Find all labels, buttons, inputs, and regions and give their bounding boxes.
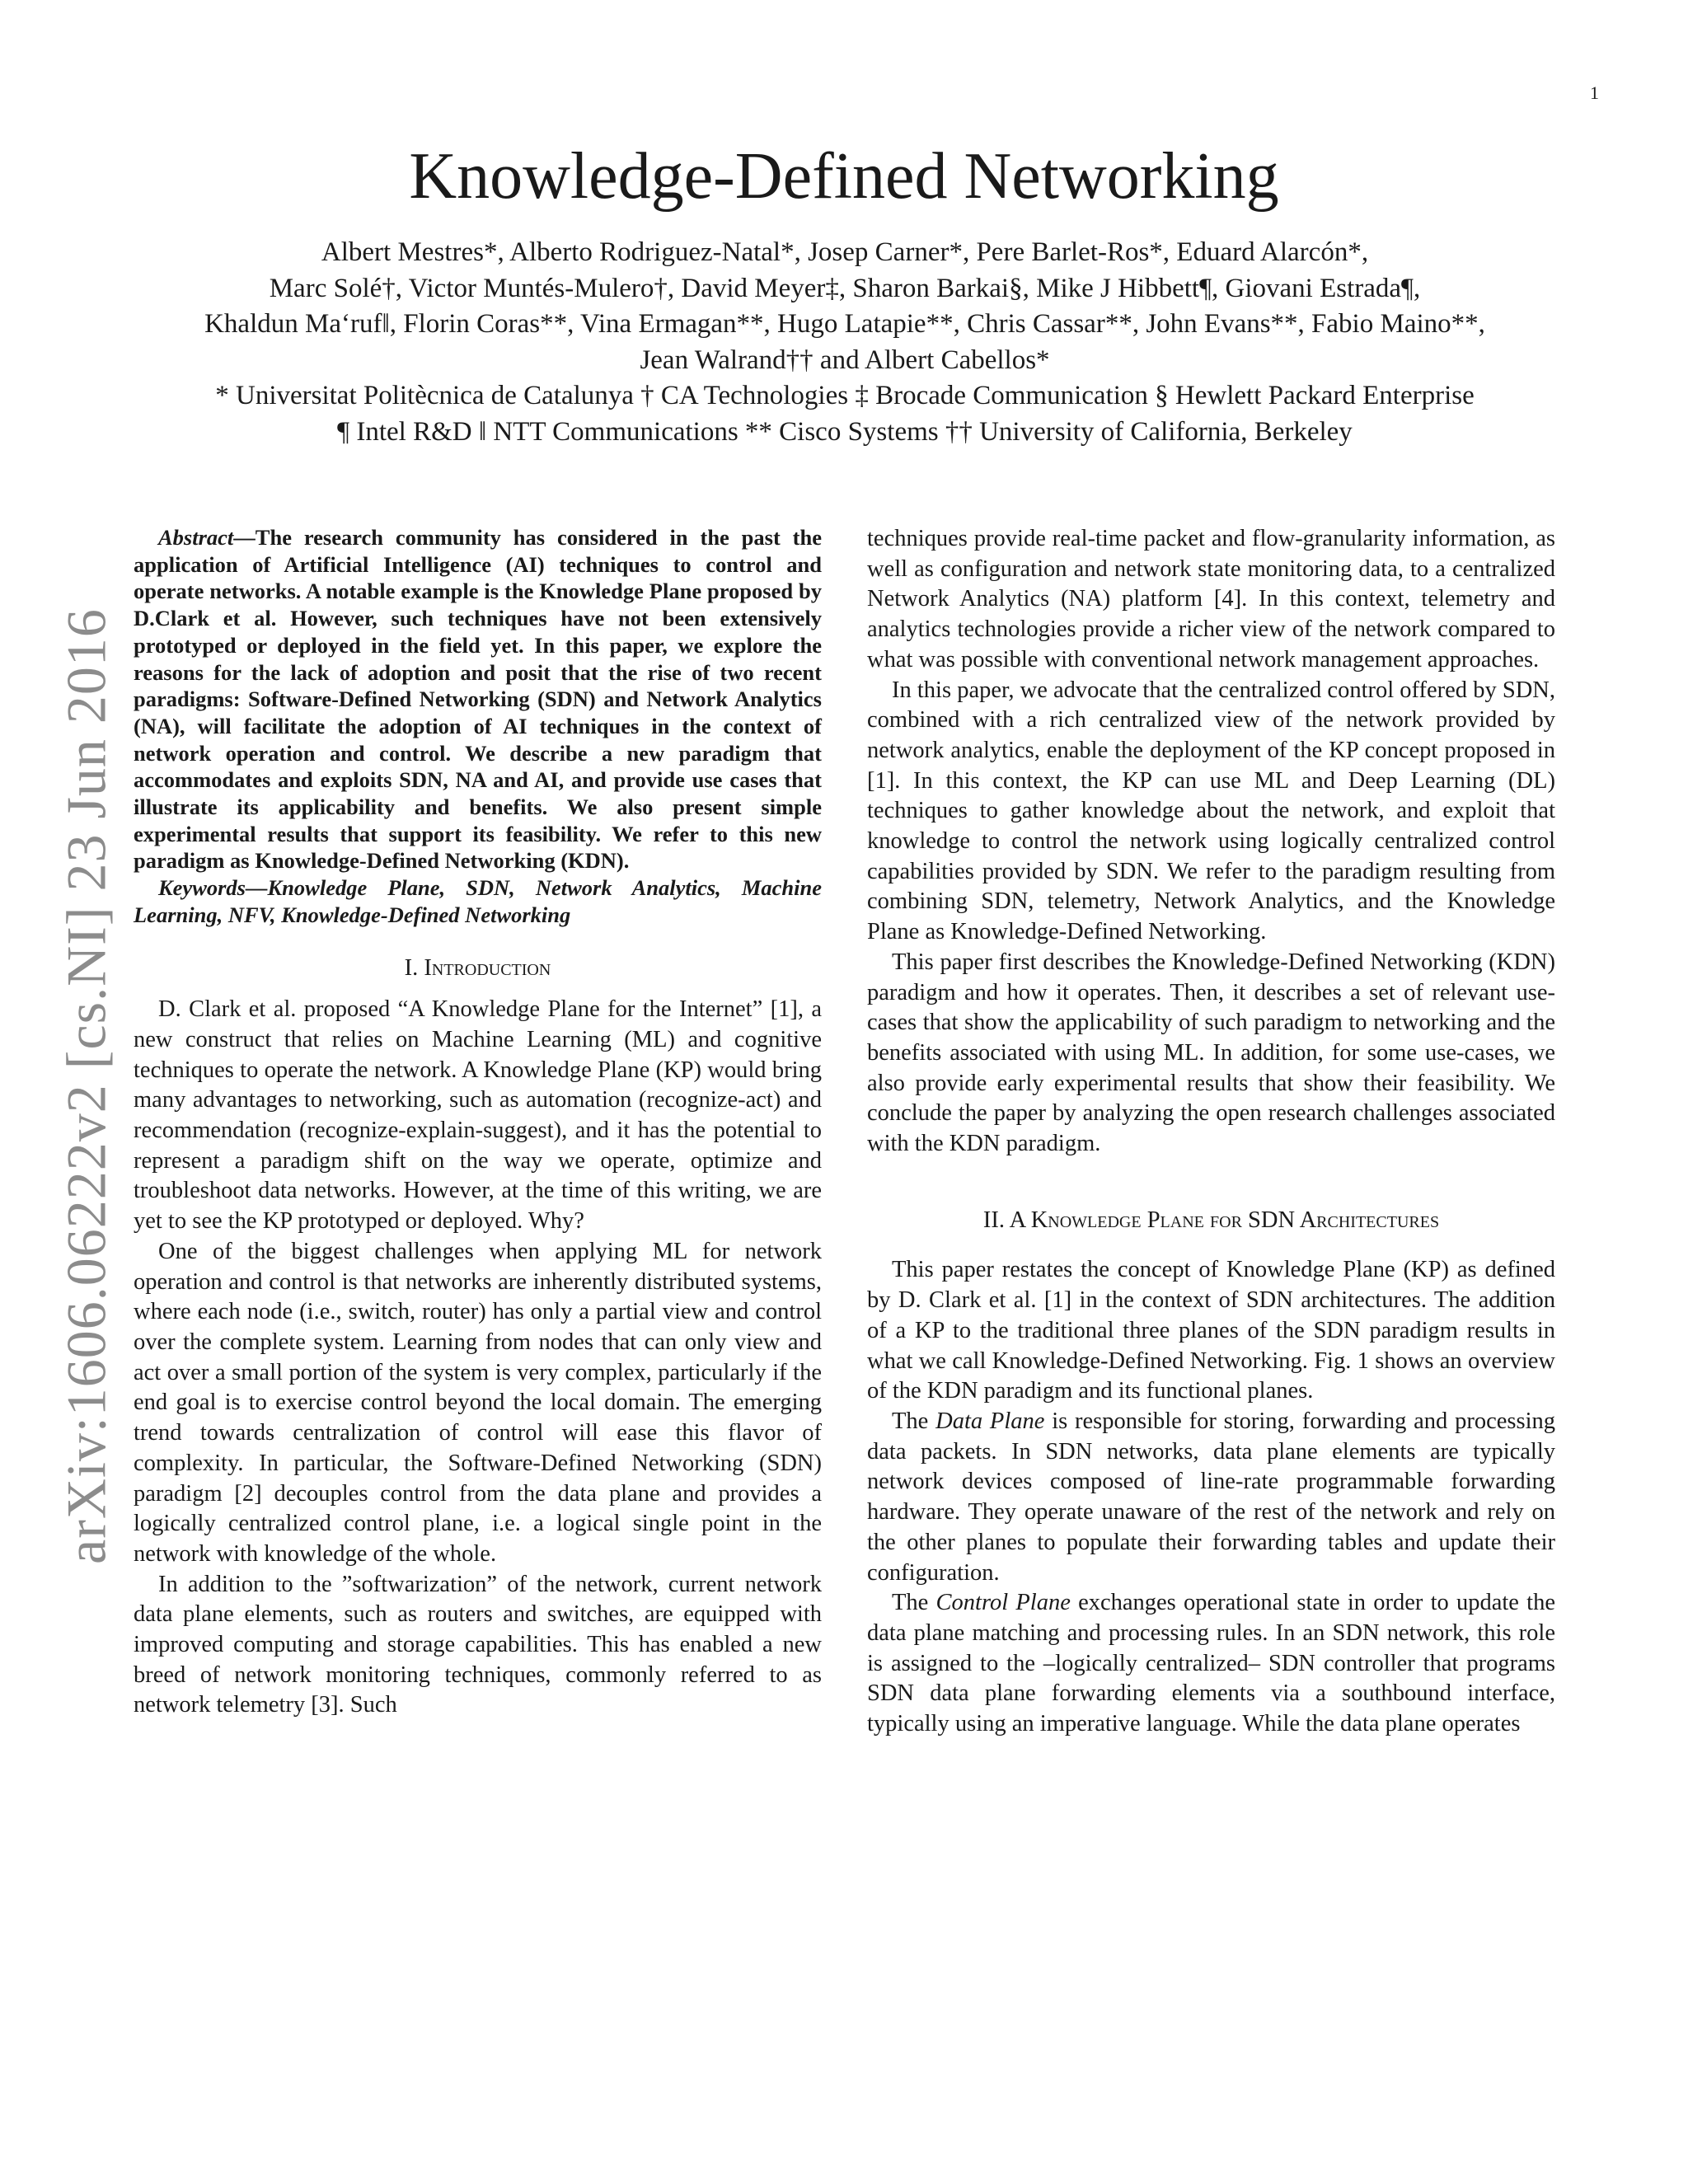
abstract-text: —The research community has considered in the past the application of Artificial Intelligence (AI) techniques to control and operate networks. A notable example is the Knowledge Plane proposed by D.Clark et al. However, such techniques have not been extensively prototyped or deployed in the field yet. In this paper, we explore the reasons for the lack of adoption and posit that the rise of two recent paradigms: Software-Defined Networking (SDN) and Network Analytics (NA), will facilitate the adoption of AI techniques in the context of network operation and control. We describe a new paradigm that accommodates and exploits SDN, NA and AI, and provide use cases that illustrate its applicability and benefits. We also present simple experimental results that support its feasibility. We refer to this new paradigm as Knowledge-Defined Networking (KDN). [134, 525, 822, 874]
keywords: Keywords—Knowledge Plane, SDN, Network Analytics, Machine Learning, NFV, Knowledge-Defined Networking [134, 875, 822, 927]
affiliation-line: ¶ Intel R&D ‖ NTT Communications ** Cisco Systems †† University of California, Berkeley [337, 416, 1353, 447]
author-line: Marc Solé†, Victor Muntés-Mulero†, David Meyer‡, Sharon Barkai§, Mike J Hibbett¶, Giovani Estrada¶, [269, 273, 1421, 303]
section-heading-kp-sdn: II. A Knowledge Plane for SDN Architectures [982, 1207, 1440, 1233]
abstract-label: Abstract [158, 525, 234, 550]
author-list [99, 235, 1591, 378]
author-line: Khaldun Ma‘ruf‖, Florin Coras**, Vina Ermagan**, Hugo Latapie**, Chris Cassar**, John Evans**, Fabio Maino**, [204, 309, 1485, 339]
body-paragraph: In addition to the ”softwarization” of the network, current network data plane elements, such as routers and switches, are equipped with improved computing and storage capabilities. This has enabled a new breed of network monitoring techniques, commonly referred to as network telemetry [3]. Such [134, 1571, 822, 1718]
author-line: Jean Walrand†† and Albert Cabellos* [640, 344, 1050, 375]
section-heading-introduction: I. Introduction [404, 954, 551, 981]
affiliation-list [99, 378, 1591, 450]
body-paragraph-control-plane [867, 1588, 1555, 1740]
text-run: The [892, 1408, 936, 1434]
body-paragraph: One of the biggest challenges when applying ML for network operation and control is that networks are inherently distributed systems, where each node (i.e., switch, router) has only a partial view and control over the complete system. Learning from nodes that can only view and act over a small portion of the system is very complex, particularly if the end goal is to exercise control beyond the local domain. The emerging trend towards centralization of control will ease this flavor of complexity. In particular, the Software-Defined Networking (SDN) paradigm [2] decouples control from the data plane and provides a logically centralized control plane, i.e. a logical single point in the network with knowledge of the whole. [134, 1238, 822, 1567]
text-run: exchanges operational state in order to update the data plane matching and processing rules. In an SDN network, this role is assigned to the –logically centralized– SDN controller that programs SDN data plane forwarding elements via a southbound interface, typically using an imperative language. While the data plane operates [867, 1590, 1555, 1737]
paper-title: Knowledge-Defined Networking [409, 140, 1279, 213]
body-paragraph: In this paper, we advocate that the centralized control offered by SDN, combined with a rich centralized view of the network provided by network analytics, enable the deployment of the KP concept proposed in [1]. In this context, the KP can use ML and Deep Learning (DL) techniques to gather knowledge about the network, and exploit that knowledge to control the network using logically centralized control capabilities provided by SDN. We refer to the paradigm resulting from combining SDN, telemetry, Network Analytics, and the Knowledge Plane as Knowledge-Defined Networking. [867, 677, 1555, 945]
left-column [134, 524, 822, 1721]
body-paragraph-continuation: techniques provide real-time packet and flow-granularity information, as well as configuration and network state monitoring data, to a centralized Network Analytics (NA) platform [4]. In this context, telemetry and analytics technologies provide a richer view of the network compared to what was possible with conventional network management approaches. [867, 526, 1555, 673]
body-paragraph: D. Clark et al. proposed “A Knowledge Plane for the Internet” [1], a new construct that relies on Machine Learning (ML) and cognitive techniques to operate the network. A Knowledge Plane (KP) would bring many advantages to networking, such as automation (recognize-act) and recommendation (recognize-explain-suggest), and it has the potential to represent a paradigm shift on the way we operate, optimize and troubleshoot data networks. However, at the time of this writing, we are yet to see the KP prototyped or deployed. Why? [134, 996, 822, 1235]
author-line: Albert Mestres*, Alberto Rodriguez-Natal*, Josep Carner*, Pere Barlet-Ros*, Eduard Alarcón*, [321, 237, 1369, 267]
page-number: 1 [1590, 82, 1599, 103]
body-paragraph-data-plane [867, 1407, 1555, 1588]
body-paragraph: This paper first describes the Knowledge-Defined Networking (KDN) paradigm and how it operates. Then, it describes a set of relevant use-cases that show the applicability of such paradigm to networking and the benefits associated with using ML. In addition, for some use-cases, we also provide early experimental results that show their feasibility. We conclude the paper by analyzing the open research challenges associated with the KDN paradigm. [867, 949, 1555, 1157]
arxiv-identifier: arXiv:1606.06222v2 [cs.NI] 23 Jun 2016 [54, 608, 118, 1564]
body-paragraph: This paper restates the concept of Knowledge Plane (KP) as defined by D. Clark et al. [1] in the context of SDN architectures. The addition of a KP to the traditional three planes of the SDN paradigm results in what we call Knowledge-Defined Networking. Fig. 1 shows an overview of the KDN paradigm and its functional planes. [867, 1257, 1555, 1404]
term-data-plane: Data Plane [935, 1408, 1045, 1434]
text-run: The [892, 1590, 936, 1616]
abstract [134, 524, 822, 874]
text-run: is responsible for storing, forwarding and processing data packets. In SDN networks, data plane elements are typically network devices composed of line-rate programmable forwarding hardware. They operate unaware of the rest of the network and rely on the other planes to populate their forwarding tables and update their configuration. [867, 1408, 1555, 1586]
term-control-plane: Control Plane [935, 1590, 1071, 1616]
affiliation-line: * Universitat Politècnica de Catalunya † CA Technologies ‡ Brocade Communication § Hewlett Packard Enterprise [215, 381, 1475, 410]
right-column [867, 524, 1555, 1740]
